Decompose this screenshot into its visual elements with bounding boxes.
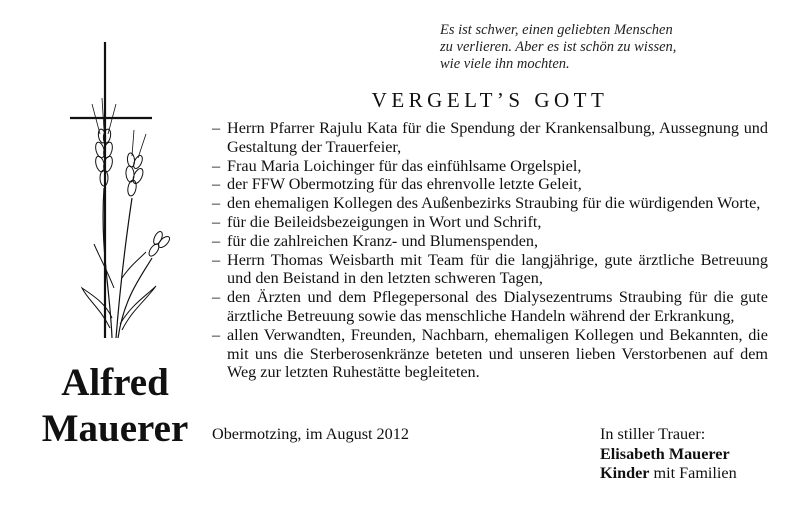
- deceased-last-name: Mauerer: [41, 407, 189, 450]
- list-item: – den ehemaligen Kollegen des Außenbezirks Straubing für die würdigenden Worte,: [212, 194, 768, 213]
- mourner-family: [600, 464, 737, 484]
- cross-with-wheat-icon: [60, 38, 170, 348]
- quote: [440, 22, 770, 73]
- deceased-name: [20, 360, 210, 452]
- list-item: – der FFW Obermotzing für das ehrenvolle letzte Geleit,: [212, 175, 768, 194]
- thanks-list: [212, 119, 768, 382]
- list-item: – für die Beileidsbezeigungen in Wort und Schrift,: [212, 213, 768, 232]
- place-date: Obermotzing, im August 2012: [212, 425, 409, 443]
- deceased-first-name: Alfred: [61, 361, 169, 404]
- mourner-name: Elisabeth Mauerer: [600, 444, 730, 463]
- list-item: – Herrn Pfarrer Rajulu Kata für die Spendung der Krankensalbung, Aussegnung und Gestaltung der Trauerfeier,: [212, 119, 768, 157]
- quote-line: wie viele ihn mochten.: [440, 56, 570, 72]
- quote-line: zu verlieren. Aber es ist schön zu wissen,: [440, 39, 677, 55]
- list-item: – Herrn Thomas Weisbarth mit Team für die langjährige, gute ärztliche Betreuung und den Beistand in den letzten schweren Tagen,: [212, 251, 768, 289]
- list-item: – allen Verwandten, Freunden, Nachbarn, ehemaligen Kollegen und Bekannten, die mit uns die Sterberosenkränze beteten und unseren lieben Verstorbenen auf dem Weg zur letzten Ruhestätte begleiteten.: [212, 326, 768, 382]
- mourners-intro: In stiller Trauer:: [600, 425, 706, 443]
- list-item: – Frau Maria Loichinger für das einfühlsame Orgelspiel,: [212, 157, 768, 176]
- list-item: – für die zahlreichen Kranz- und Blumenspenden,: [212, 232, 768, 251]
- page-title: VERGELT’S GOTT: [371, 88, 609, 112]
- mourner-family-rest: mit Familien: [649, 464, 737, 482]
- mourner-kinder: Kinder: [600, 464, 650, 482]
- list-item: – den Ärzten und dem Pflegepersonal des Dialysezentrums Straubing für die gute ärztliche Betreuung sowie das menschliche Handeln während der Erkrankung,: [212, 288, 768, 326]
- mourners: [600, 425, 737, 484]
- quote-line: Es ist schwer, einen geliebten Menschen: [440, 22, 673, 38]
